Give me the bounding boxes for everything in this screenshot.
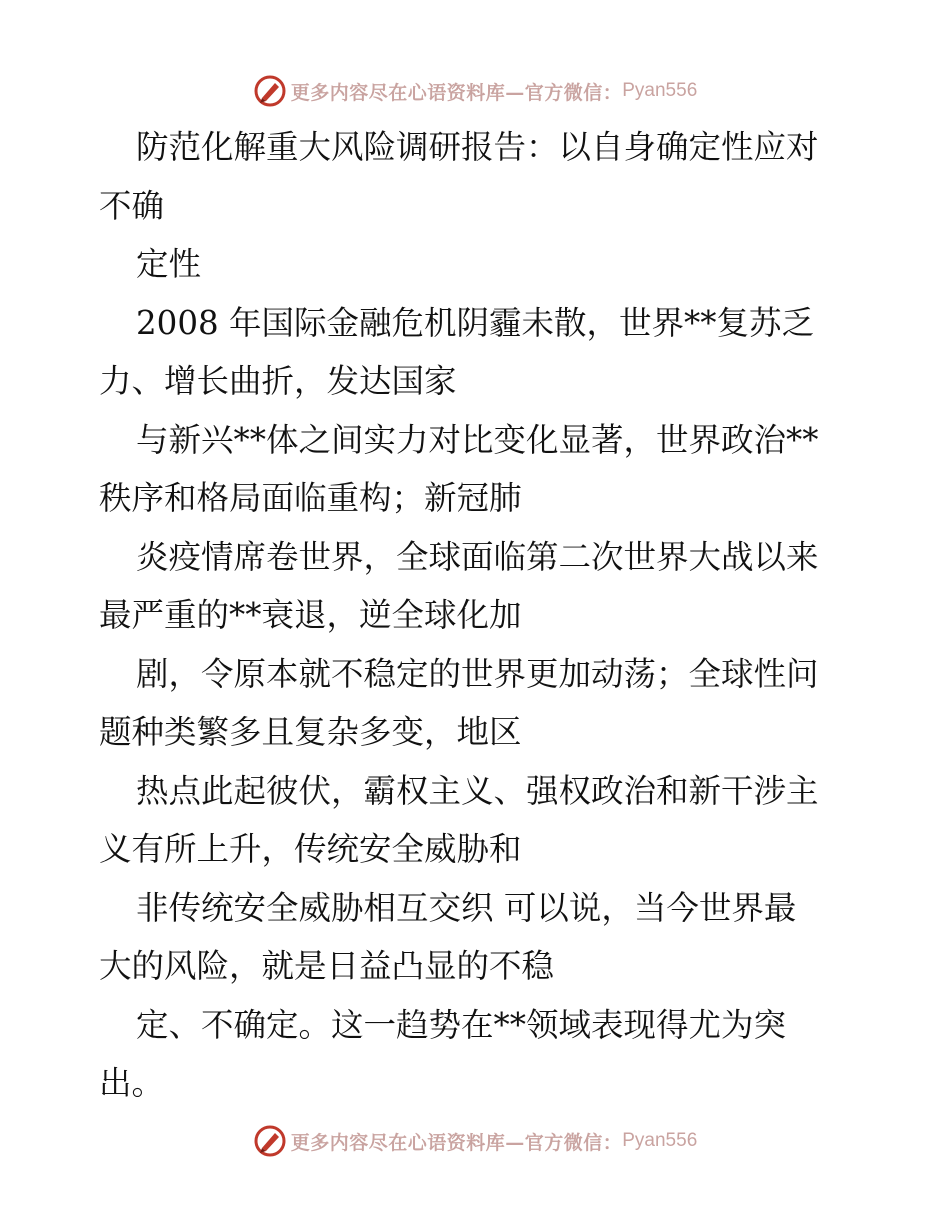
footer-banner-handle: Pyan556	[622, 1130, 698, 1151]
text-line: 出。	[99, 1064, 165, 1102]
text-line: 与新兴**体之间实力对比变化显著，世界政治**	[136, 420, 819, 459]
text-line: 2008 年国际金融危机阴霾未散，世界**复苏乏	[136, 303, 815, 342]
text-line: 非传统安全威胁相互交织 可以说，当今世界最	[136, 888, 797, 927]
footer-banner	[0, 1121, 950, 1161]
header-banner-text: 更多内容尽在心语资料库—官方微信：	[290, 81, 623, 104]
logo-icon	[253, 1124, 287, 1158]
text-line: 大的风险，就是日益凸显的不稳	[99, 947, 555, 985]
text-line: 秩序和格局面临重构；新冠肺	[99, 479, 522, 517]
footer-banner-text: 更多内容尽在心语资料库—官方微信：	[290, 1131, 623, 1154]
text-line: 定性	[136, 245, 202, 283]
text-line: 炎疫情席卷世界，全球面临第二次世界大战以来	[136, 537, 819, 576]
header-banner	[0, 71, 950, 111]
text-line: 剧，令原本就不稳定的世界更加动荡；全球性问	[136, 654, 819, 693]
text-line: 防范化解重大风险调研报告：以自身确定性应对	[136, 128, 819, 166]
text-line: 最严重的**衰退，逆全球化加	[99, 596, 522, 634]
text-line: 热点此起彼伏，霸权主义、强权政治和新干涉主	[136, 771, 819, 810]
text-line: 不确	[99, 186, 165, 225]
text-line: 定、不确定。这一趋势在**领域表现得尤为突	[136, 1005, 787, 1044]
text-line: 义有所上升，传统安全威胁和	[99, 830, 522, 868]
logo-icon	[253, 74, 287, 108]
text-line: 题种类繁多且复杂多变，地区	[99, 713, 522, 751]
document-body	[99, 118, 859, 1113]
text-line: 力、增长曲折，发达国家	[99, 362, 457, 400]
header-banner-handle: Pyan556	[622, 80, 698, 101]
